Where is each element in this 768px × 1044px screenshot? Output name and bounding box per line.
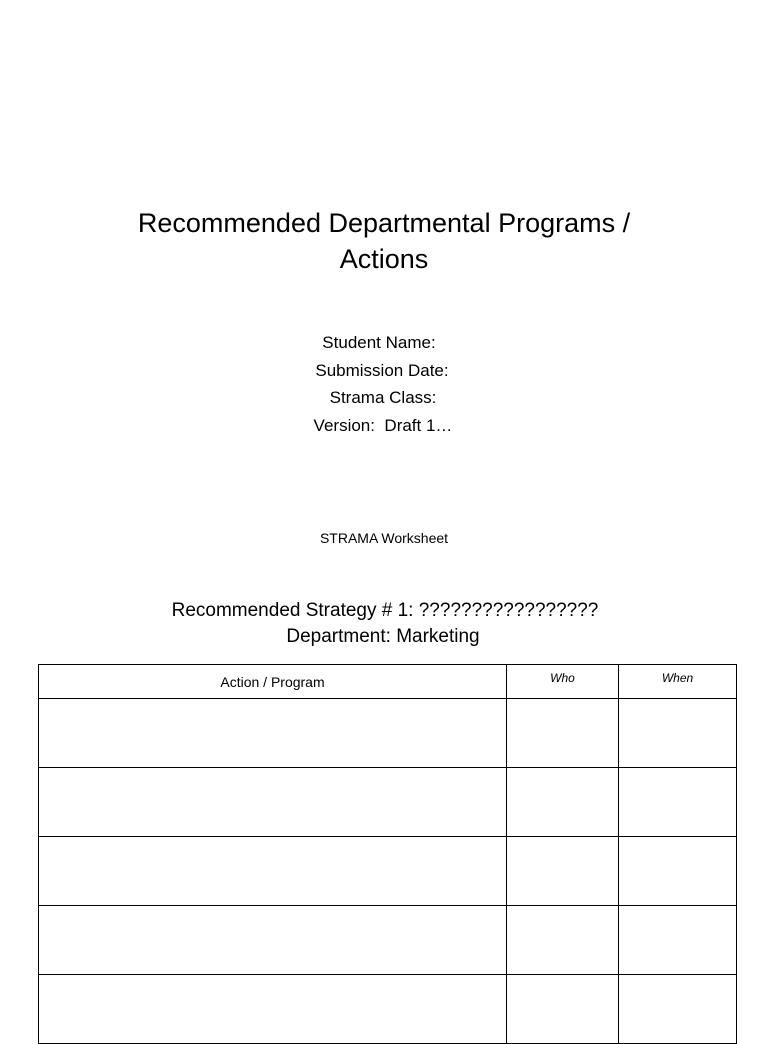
action-cell[interactable] bbox=[39, 906, 507, 975]
header-action-program: Action / Program bbox=[39, 665, 507, 699]
strategy-title: Recommended Strategy # 1: ????????????????? bbox=[171, 600, 599, 621]
action-cell[interactable] bbox=[39, 837, 507, 906]
action-cell[interactable] bbox=[39, 768, 507, 837]
document-title bbox=[0, 205, 768, 277]
student-name-label: Student Name: bbox=[322, 333, 436, 352]
action-cell[interactable] bbox=[39, 975, 507, 1044]
table-row bbox=[39, 699, 737, 768]
table-row bbox=[39, 975, 737, 1044]
header-who: Who bbox=[507, 665, 619, 699]
version-label: Version: Draft 1… bbox=[313, 415, 453, 435]
table-row bbox=[39, 837, 737, 906]
who-cell[interactable] bbox=[507, 906, 619, 975]
who-cell[interactable] bbox=[507, 768, 619, 837]
action-cell[interactable] bbox=[39, 699, 507, 768]
when-cell[interactable] bbox=[619, 906, 737, 975]
who-cell[interactable] bbox=[507, 699, 619, 768]
submission-info bbox=[0, 329, 768, 439]
department-label: Department: Marketing bbox=[286, 626, 480, 647]
table-row bbox=[39, 768, 737, 837]
worksheet-label: STRAMA Worksheet bbox=[319, 530, 449, 546]
strama-class-label: Strama Class: bbox=[329, 388, 437, 407]
when-cell[interactable] bbox=[619, 699, 737, 768]
when-cell[interactable] bbox=[619, 768, 737, 837]
when-cell[interactable] bbox=[619, 837, 737, 906]
when-cell[interactable] bbox=[619, 975, 737, 1044]
header-when: When bbox=[619, 665, 737, 699]
strategy-heading bbox=[0, 598, 768, 650]
action-plan-table bbox=[38, 664, 737, 1044]
who-cell[interactable] bbox=[507, 975, 619, 1044]
submission-date-label: Submission Date: bbox=[315, 360, 449, 380]
table-row bbox=[39, 906, 737, 975]
document-title-line-1: Recommended Departmental Programs / bbox=[137, 208, 631, 238]
document-title-line-2: Actions bbox=[339, 244, 429, 274]
table-header-row bbox=[39, 665, 737, 699]
who-cell[interactable] bbox=[507, 837, 619, 906]
